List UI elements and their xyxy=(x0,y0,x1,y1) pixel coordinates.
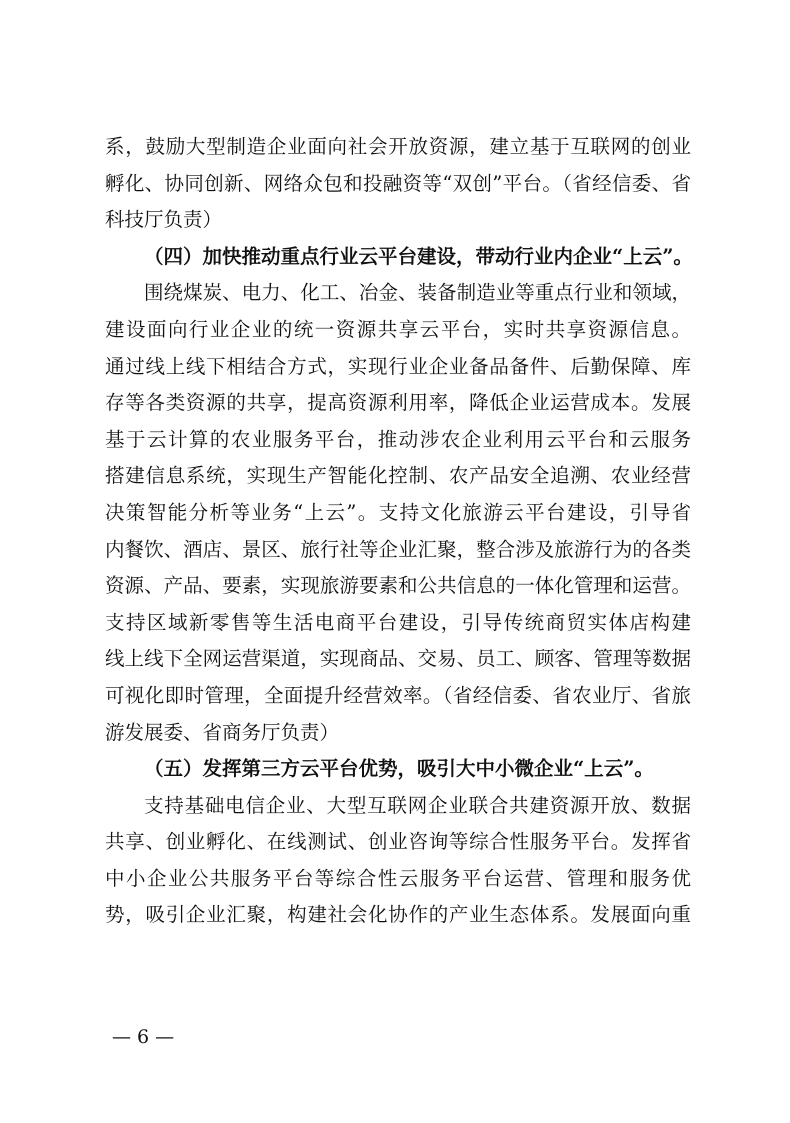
text-line: 共享、创业孵化、在线测试、创业咨询等综合性服务平台。发挥省 xyxy=(105,830,691,854)
text-line: 搭建信息系统，实现生产智能化控制、农产品安全追溯、农业经营 xyxy=(105,464,691,488)
document-body xyxy=(105,129,691,934)
text-line: 系，鼓励大型制造企业面向社会开放资源，建立基于互联网的创业 xyxy=(105,135,691,158)
text-line: 基于云计算的农业服务平台，推动涉农企业利用云平台和云服务 xyxy=(105,427,691,451)
text-line: 势，吸引企业汇聚，构建社会化协作的产业生态体系。发展面向重 xyxy=(105,903,691,927)
text-line: 支持基础电信企业、大型互联网企业联合共建资源开放、数据 xyxy=(144,793,691,817)
text-line: 游发展委、省商务厅负责） xyxy=(105,720,340,744)
text-line: 建设面向行业企业的统一资源共享云平台，实时共享资源信息。 xyxy=(105,317,691,341)
text-line: 存等各类资源的共享，提高资源利用率，降低企业运营成本。发展 xyxy=(105,391,691,415)
text-line: 科技厅负责） xyxy=(105,208,223,232)
text-line: 可视化即时管理，全面提升经营效率。（省经信委、省农业厅、省旅 xyxy=(105,683,691,707)
text-line: 决策智能分析等业务“上云”。支持文化旅游云平台建设，引导省 xyxy=(105,500,691,524)
text-line: 线上线下全网运营渠道，实现商品、交易、员工、顾客、管理等数据 xyxy=(105,647,691,671)
page-number: — 6 — xyxy=(112,1026,175,1048)
text-line: 支持区域新零售等生活电商平台建设，引导传统商贸实体店构建 xyxy=(105,610,691,634)
text-line: 孵化、协同创新、网络众包和投融资等“双创”平台。（省经信委、省 xyxy=(105,171,691,195)
text-line: 中小企业公共服务平台等综合性云服务平台运营、管理和服务优 xyxy=(105,866,691,890)
section-heading: （四）加快推动重点行业云平台建设，带动行业内企业“上云”。 xyxy=(144,244,693,268)
text-line: 通过线上线下相结合方式，实现行业企业备品备件、后勤保障、库 xyxy=(105,354,691,378)
text-line: 内餐饮、酒店、景区、旅行社等企业汇聚，整合涉及旅游行为的各类 xyxy=(105,537,691,561)
text-line: 资源、产品、要素，实现旅游要素和公共信息的一体化管理和运营。 xyxy=(105,574,691,598)
text-line: 围绕煤炭、电力、化工、冶金、装备制造业等重点行业和领域， xyxy=(144,281,691,305)
section-heading: （五）发挥第三方云平台优势，吸引大中小微企业“上云”。 xyxy=(144,757,654,781)
